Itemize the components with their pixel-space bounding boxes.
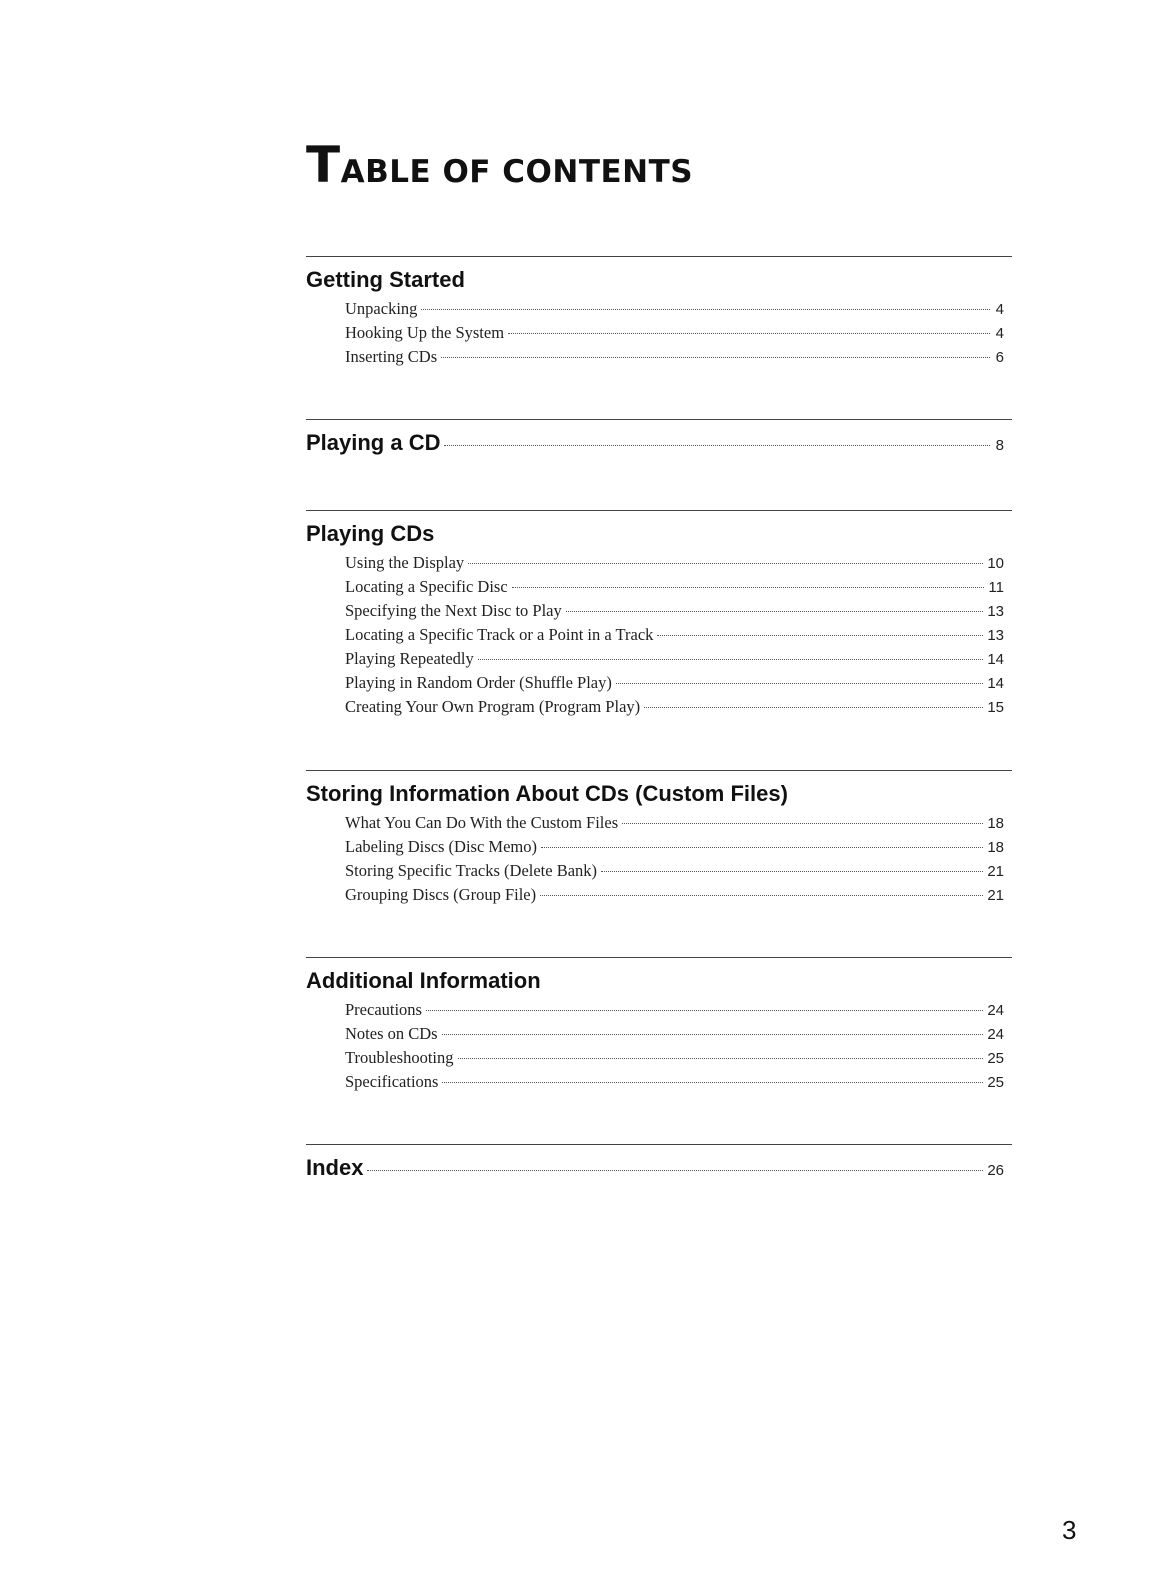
toc-entry[interactable] bbox=[345, 811, 1004, 835]
toc-entry-page: 26 bbox=[987, 1162, 1004, 1179]
toc-entry-page: 18 bbox=[987, 839, 1004, 856]
toc-entries bbox=[345, 998, 1004, 1094]
toc-entry[interactable] bbox=[345, 998, 1004, 1022]
section-divider bbox=[306, 256, 1012, 257]
dot-leader bbox=[508, 333, 990, 334]
toc-entry-page: 25 bbox=[987, 1074, 1004, 1091]
section-heading: Index bbox=[306, 1155, 364, 1180]
toc-section-getting-started bbox=[306, 256, 1012, 369]
page-number: 3 bbox=[1062, 1515, 1077, 1545]
dot-leader bbox=[468, 563, 983, 564]
toc-entry[interactable] bbox=[345, 297, 1004, 321]
section-heading[interactable]: Getting Started bbox=[306, 267, 465, 292]
toc-entries bbox=[345, 551, 1004, 719]
toc-entry[interactable] bbox=[345, 599, 1004, 623]
toc-section-playing-a-cd bbox=[306, 419, 1012, 458]
toc-section-custom-files bbox=[306, 770, 1012, 907]
toc-entry-page: 13 bbox=[987, 603, 1004, 620]
dot-leader bbox=[601, 871, 983, 872]
dot-leader bbox=[441, 357, 990, 358]
toc-entries bbox=[345, 811, 1004, 907]
toc-entry-page: 11 bbox=[988, 579, 1004, 596]
dot-leader bbox=[622, 823, 983, 824]
toc-entry-label: Inserting CDs bbox=[345, 347, 438, 366]
section-heading[interactable]: Playing CDs bbox=[306, 521, 435, 546]
toc-entry-label: What You Can Do With the Custom Files bbox=[345, 813, 619, 832]
section-divider bbox=[306, 510, 1012, 511]
dot-leader bbox=[421, 309, 990, 310]
toc-entry[interactable] bbox=[345, 1070, 1004, 1094]
toc-heading-entry[interactable] bbox=[306, 428, 1004, 458]
dot-leader bbox=[442, 1034, 984, 1035]
toc-entry-page: 14 bbox=[987, 675, 1004, 692]
toc-entry[interactable] bbox=[345, 1046, 1004, 1070]
toc-section-additional-information bbox=[306, 957, 1012, 1094]
toc-entry-page: 4 bbox=[995, 301, 1004, 318]
toc-entry-label: Troubleshooting bbox=[345, 1048, 454, 1067]
toc-entry-page: 21 bbox=[987, 887, 1004, 904]
section-heading[interactable]: Additional Information bbox=[306, 968, 541, 993]
toc-entry-page: 13 bbox=[987, 627, 1004, 644]
toc-entry-page: 14 bbox=[987, 651, 1004, 668]
dot-leader bbox=[657, 635, 983, 636]
toc-entry-page: 21 bbox=[987, 863, 1004, 880]
toc-entry-page: 25 bbox=[987, 1050, 1004, 1067]
section-divider bbox=[306, 957, 1012, 958]
dot-leader bbox=[442, 1082, 983, 1083]
toc-entries bbox=[345, 297, 1004, 369]
toc-entry-label: Notes on CDs bbox=[345, 1024, 438, 1043]
toc-entry[interactable] bbox=[345, 345, 1004, 369]
toc-entry[interactable] bbox=[345, 551, 1004, 575]
section-heading: Playing a CD bbox=[306, 430, 441, 455]
toc-entry-label: Locating a Specific Track or a Point in a Track bbox=[345, 625, 654, 644]
dot-leader bbox=[367, 1170, 983, 1171]
toc-entry-label: Using the Display bbox=[345, 553, 465, 572]
toc-entry-label: Unpacking bbox=[345, 299, 418, 318]
toc-entry-label: Locating a Specific Disc bbox=[345, 577, 508, 596]
page-title-rest: ABLE OF CONTENTS bbox=[340, 154, 694, 190]
toc-entry[interactable] bbox=[345, 321, 1004, 345]
toc-entry-label: Hooking Up the System bbox=[345, 323, 505, 342]
page-title-initial: T bbox=[306, 136, 341, 194]
toc-entry-label: Specifying the Next Disc to Play bbox=[345, 601, 562, 620]
dot-leader bbox=[426, 1010, 983, 1011]
toc-entry-page: 4 bbox=[995, 325, 1004, 342]
toc-entry-page: 24 bbox=[987, 1026, 1004, 1043]
dot-leader bbox=[458, 1058, 984, 1059]
toc-section-playing-cds bbox=[306, 510, 1012, 719]
toc-entry-page: 15 bbox=[987, 699, 1004, 716]
section-divider bbox=[306, 770, 1012, 771]
toc-entry[interactable] bbox=[345, 647, 1004, 671]
toc-entry[interactable] bbox=[345, 883, 1004, 907]
toc-entry-label: Grouping Discs (Group File) bbox=[345, 885, 537, 904]
toc-entry-label: Specifications bbox=[345, 1072, 439, 1091]
dot-leader bbox=[616, 683, 983, 684]
dot-leader bbox=[644, 707, 983, 708]
toc-entry-label: Storing Specific Tracks (Delete Bank) bbox=[345, 861, 598, 880]
toc-entry[interactable] bbox=[345, 859, 1004, 883]
toc-entry-label: Precautions bbox=[345, 1000, 422, 1019]
dot-leader bbox=[566, 611, 984, 612]
toc-entry-label: Labeling Discs (Disc Memo) bbox=[345, 837, 537, 856]
toc-entry[interactable] bbox=[345, 695, 1004, 719]
page-title bbox=[306, 136, 694, 194]
dot-leader bbox=[541, 847, 983, 848]
toc-heading-entry[interactable] bbox=[306, 1153, 1004, 1183]
toc-entry-page: 24 bbox=[987, 1002, 1004, 1019]
dot-leader bbox=[478, 659, 984, 660]
toc-entry-label: Playing in Random Order (Shuffle Play) bbox=[345, 673, 612, 692]
section-heading[interactable]: Storing Information About CDs (Custom Files) bbox=[306, 781, 788, 806]
toc-entry[interactable] bbox=[345, 1022, 1004, 1046]
dot-leader bbox=[444, 445, 990, 446]
toc-entry-page: 6 bbox=[995, 349, 1004, 366]
toc-entry-page: 18 bbox=[987, 815, 1004, 832]
dot-leader bbox=[512, 587, 985, 588]
section-divider bbox=[306, 1144, 1012, 1145]
toc-entry-label: Creating Your Own Program (Program Play) bbox=[345, 697, 641, 716]
toc-section-index bbox=[306, 1144, 1012, 1183]
section-divider bbox=[306, 419, 1012, 420]
toc-entry-label: Playing Repeatedly bbox=[345, 649, 474, 668]
toc-entry-page: 10 bbox=[987, 555, 1004, 572]
toc-entry-page: 8 bbox=[995, 437, 1004, 454]
toc-entry[interactable] bbox=[345, 623, 1004, 647]
toc-entry[interactable] bbox=[345, 575, 1004, 599]
dot-leader bbox=[540, 895, 983, 896]
toc-entry[interactable] bbox=[345, 835, 1004, 859]
toc-entry[interactable] bbox=[345, 671, 1004, 695]
